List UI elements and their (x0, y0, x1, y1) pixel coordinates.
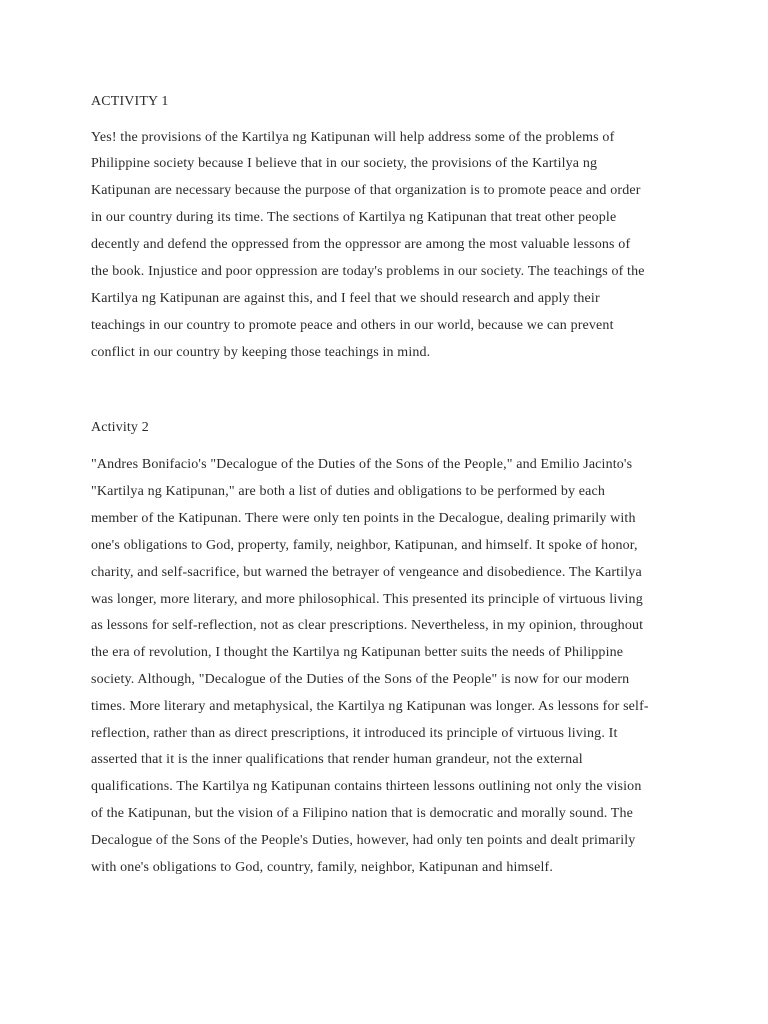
paragraph-line: society. Although, "Decalogue of the Duties of the Sons of the People" is now for our modern (91, 672, 630, 687)
paragraph-line: Katipunan are necessary because the purpose of that organization is to promote peace and order (91, 183, 641, 198)
paragraph-line: Philippine society because I believe that in our society, the provisions of the Kartilya ng (91, 156, 598, 171)
paragraph-line: one's obligations to God, property, family, neighbor, Katipunan, and himself. It spoke of honor, (91, 538, 638, 553)
paragraph-line: member of the Katipunan. There were only ten points in the Decalogue, dealing primarily with (91, 511, 636, 526)
paragraph-line: "Andres Bonifacio's "Decalogue of the Duties of the Sons of the People," and Emilio Jacinto's (91, 457, 633, 472)
paragraph-line: Kartilya ng Katipunan are against this, and I feel that we should research and apply their (91, 291, 600, 306)
paragraph-line: qualifications. The Kartilya ng Katipunan contains thirteen lessons outlining not only the vision (91, 779, 642, 794)
paragraph-line: as lessons for self-reflection, not as clear prescriptions. Nevertheless, in my opinion, throughout (91, 618, 644, 633)
paragraph-line: of the Katipunan, but the vision of a Filipino nation that is democratic and morally sound. The (91, 806, 634, 821)
paragraph-line: times. More literary and metaphysical, the Kartilya ng Katipunan was longer. As lessons for self- (91, 699, 649, 714)
activity-2-heading: Activity 2 (91, 420, 149, 435)
paragraph-line: reflection, rather than as direct prescriptions, it introduced its principle of virtuous living. It (91, 726, 618, 741)
paragraph-line: Decalogue of the Sons of the People's Duties, however, had only ten points and dealt primarily (91, 833, 636, 848)
paragraph-line: the era of revolution, I thought the Kartilya ng Katipunan better suits the needs of Philippine (91, 645, 624, 660)
paragraph-line: conflict in our country by keeping those teachings in mind. (91, 345, 431, 360)
paragraph-line: with one's obligations to God, country, family, neighbor, Katipunan and himself. (91, 860, 554, 875)
paragraph-line: "Kartilya ng Katipunan," are both a list of duties and obligations to be performed by each (91, 484, 606, 499)
paragraph-line: was longer, more literary, and more philosophical. This presented its principle of virtuous living (91, 592, 643, 607)
paragraph-line: asserted that it is the inner qualifications that render human grandeur, not the external (91, 752, 583, 767)
activity-1-heading: ACTIVITY 1 (91, 94, 169, 109)
paragraph-line: in our country during its time. The sections of Kartilya ng Katipunan that treat other people (91, 210, 617, 225)
paragraph-line: teachings in our country to promote peace and others in our world, because we can prevent (91, 318, 614, 333)
paragraph-line: charity, and self-sacrifice, but warned the betrayer of vengeance and disobedience. The Kartilya (91, 565, 642, 580)
paragraph-line: Yes! the provisions of the Kartilya ng Katipunan will help address some of the problems of (91, 130, 615, 145)
paragraph-line: the book. Injustice and poor oppression are today's problems in our society. The teachings of the (91, 264, 645, 279)
paragraph-line: decently and defend the oppressed from the oppressor are among the most valuable lessons of (91, 237, 631, 252)
